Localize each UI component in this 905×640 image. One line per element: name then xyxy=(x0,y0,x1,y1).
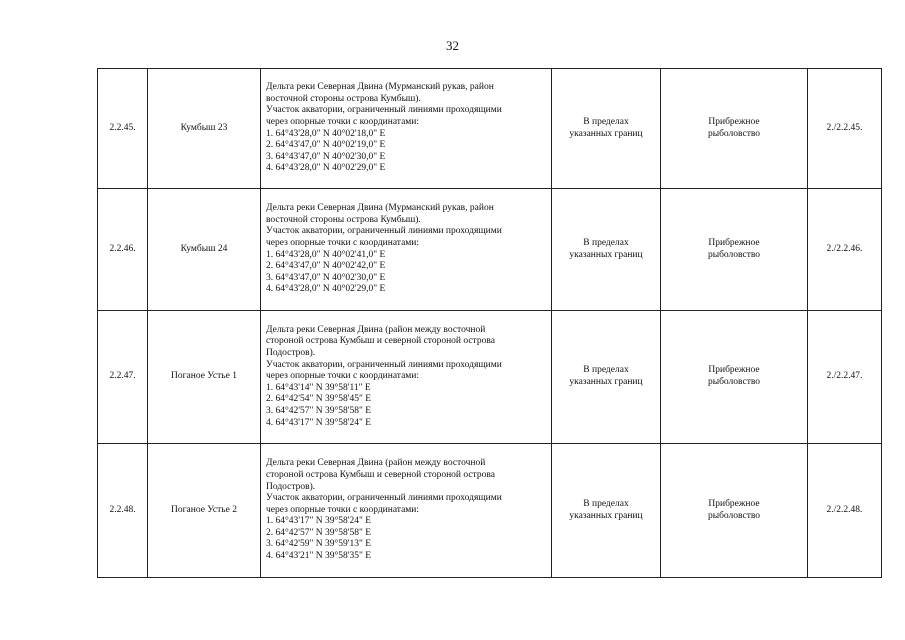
site-use-cell xyxy=(661,444,808,578)
site-description-cell xyxy=(261,444,552,578)
description-line: 3. 64°42'57" N 39°58'58" E xyxy=(266,405,372,416)
description-line: 1. 64°43'14" N 39°58'11" E xyxy=(266,382,371,393)
description-line: 3. 64°42'59" N 39°59'13" E xyxy=(266,539,372,550)
description-line: Дельта реки Северная Двина (Мурманский рукав, район xyxy=(266,82,494,93)
site-description-cell xyxy=(261,311,552,444)
page-number: 32 xyxy=(446,38,459,53)
table-row xyxy=(98,444,882,578)
site-number-cell xyxy=(98,69,148,189)
description-line: Участок акватории, ограниченный линиями проходящими xyxy=(266,493,502,504)
use-line: рыболовство xyxy=(707,377,761,387)
site-code-cell xyxy=(808,189,882,311)
bounds-line: В пределах xyxy=(583,365,629,376)
description-line: стороной острова Кумбыш и северной стороной острова xyxy=(266,469,495,480)
site-description-cell xyxy=(261,69,552,189)
description-line: 4. 64°43'28,0" N 40°02'29,0" E xyxy=(266,163,386,174)
site-code-cell xyxy=(808,311,882,444)
bounds-line: указанных границ xyxy=(569,377,643,387)
site-name-cell xyxy=(148,69,261,189)
site-code: 2./2.2.45. xyxy=(826,122,863,133)
site-number-cell xyxy=(98,189,148,311)
description-line: стороной острова Кумбыш и северной стороной острова xyxy=(266,336,495,347)
site-name-cell xyxy=(148,189,261,311)
bounds-line: В пределах xyxy=(583,237,629,248)
site-use-cell xyxy=(661,189,808,311)
fishing-sites-table xyxy=(97,68,882,578)
bounds-line: указанных границ xyxy=(569,510,643,521)
description-line: 2. 64°43'47,0" N 40°02'42,0" E xyxy=(266,261,386,272)
description-line: 2. 64°42'57" N 39°58'58" E xyxy=(266,527,372,538)
site-bounds-cell xyxy=(552,69,661,189)
use-line: Прибрежное xyxy=(708,365,760,376)
site-code: 2./2.2.48. xyxy=(826,504,863,515)
use-line: Прибрежное xyxy=(708,237,760,248)
description-line: Дельта реки Северная Двина (Мурманский рукав, район xyxy=(266,203,494,214)
description-line: Участок акватории, ограниченный линиями проходящими xyxy=(266,226,502,237)
site-use-cell xyxy=(661,311,808,444)
site-name: Поганое Устье 1 xyxy=(171,371,237,382)
site-number: 2.2.46. xyxy=(109,243,136,254)
description-line: 4. 64°43'17" N 39°58'24" E xyxy=(266,417,372,428)
description-line: Дельта реки Северная Двина (район между восточной xyxy=(266,324,486,335)
description-line: 1. 64°43'28,0" N 40°02'41,0" E xyxy=(266,249,386,260)
bounds-line: указанных границ xyxy=(569,128,643,139)
description-line: через опорные точки с координатами: xyxy=(266,371,420,382)
site-number: 2.2.48. xyxy=(109,504,136,515)
description-line: 2. 64°43'47,0" N 40°02'19,0" E xyxy=(266,140,386,151)
description-line: через опорные точки с координатами: xyxy=(266,237,420,248)
description-line: Подостров). xyxy=(266,348,316,359)
use-line: Прибрежное xyxy=(708,116,760,127)
bounds-line: В пределах xyxy=(583,116,629,127)
site-number: 2.2.47. xyxy=(109,371,136,382)
table-body xyxy=(98,69,882,578)
table-row xyxy=(98,69,882,189)
description-line: Дельта реки Северная Двина (район между восточной xyxy=(266,458,486,469)
site-use-cell xyxy=(661,69,808,189)
site-name: Кумбыш 23 xyxy=(180,122,228,133)
site-bounds-cell xyxy=(552,311,661,444)
use-line: рыболовство xyxy=(707,128,761,139)
site-description-cell xyxy=(261,189,552,311)
site-bounds-cell xyxy=(552,444,661,578)
description-line: 1. 64°43'17" N 39°58'24" E xyxy=(266,516,372,527)
site-name: Кумбыш 24 xyxy=(180,243,228,254)
bounds-line: указанных границ xyxy=(569,249,643,260)
table-row xyxy=(98,189,882,311)
site-name-cell xyxy=(148,311,261,444)
site-number-cell xyxy=(98,444,148,578)
description-line: через опорные точки с координатами: xyxy=(266,116,420,127)
description-line: 1. 64°43'28,0" N 40°02'18,0" E xyxy=(266,128,386,139)
site-code: 2./2.2.46. xyxy=(826,243,863,254)
site-code: 2./2.2.47. xyxy=(826,371,863,382)
description-line: Участок акватории, ограниченный линиями проходящими xyxy=(266,359,502,370)
description-line: 4. 64°43'28,0" N 40°02'29,0" E xyxy=(266,284,386,295)
description-line: 3. 64°43'47,0" N 40°02'30,0" E xyxy=(266,272,386,283)
use-line: Прибрежное xyxy=(708,498,760,509)
site-bounds-cell xyxy=(552,189,661,311)
site-name-cell xyxy=(148,444,261,578)
description-line: восточной стороны острова Кумбыш). xyxy=(266,214,421,225)
description-line: Участок акватории, ограниченный линиями проходящими xyxy=(266,105,502,116)
use-line: рыболовство xyxy=(707,510,761,521)
description-line: 3. 64°43'47,0" N 40°02'30,0" E xyxy=(266,151,386,162)
table-row xyxy=(98,311,882,444)
site-name: Поганое Устье 2 xyxy=(171,504,237,515)
description-line: 2. 64°42'54" N 39°58'45" E xyxy=(266,394,372,405)
description-line: восточной стороны острова Кумбыш). xyxy=(266,93,421,104)
description-line: через опорные точки с координатами: xyxy=(266,504,420,515)
site-number-cell xyxy=(98,311,148,444)
use-line: рыболовство xyxy=(707,249,761,260)
bounds-line: В пределах xyxy=(583,498,629,509)
description-line: 4. 64°43'21" N 39°58'35" E xyxy=(266,551,372,562)
site-number: 2.2.45. xyxy=(109,122,136,133)
site-code-cell xyxy=(808,444,882,578)
site-code-cell xyxy=(808,69,882,189)
description-line: Подостров). xyxy=(266,481,316,492)
